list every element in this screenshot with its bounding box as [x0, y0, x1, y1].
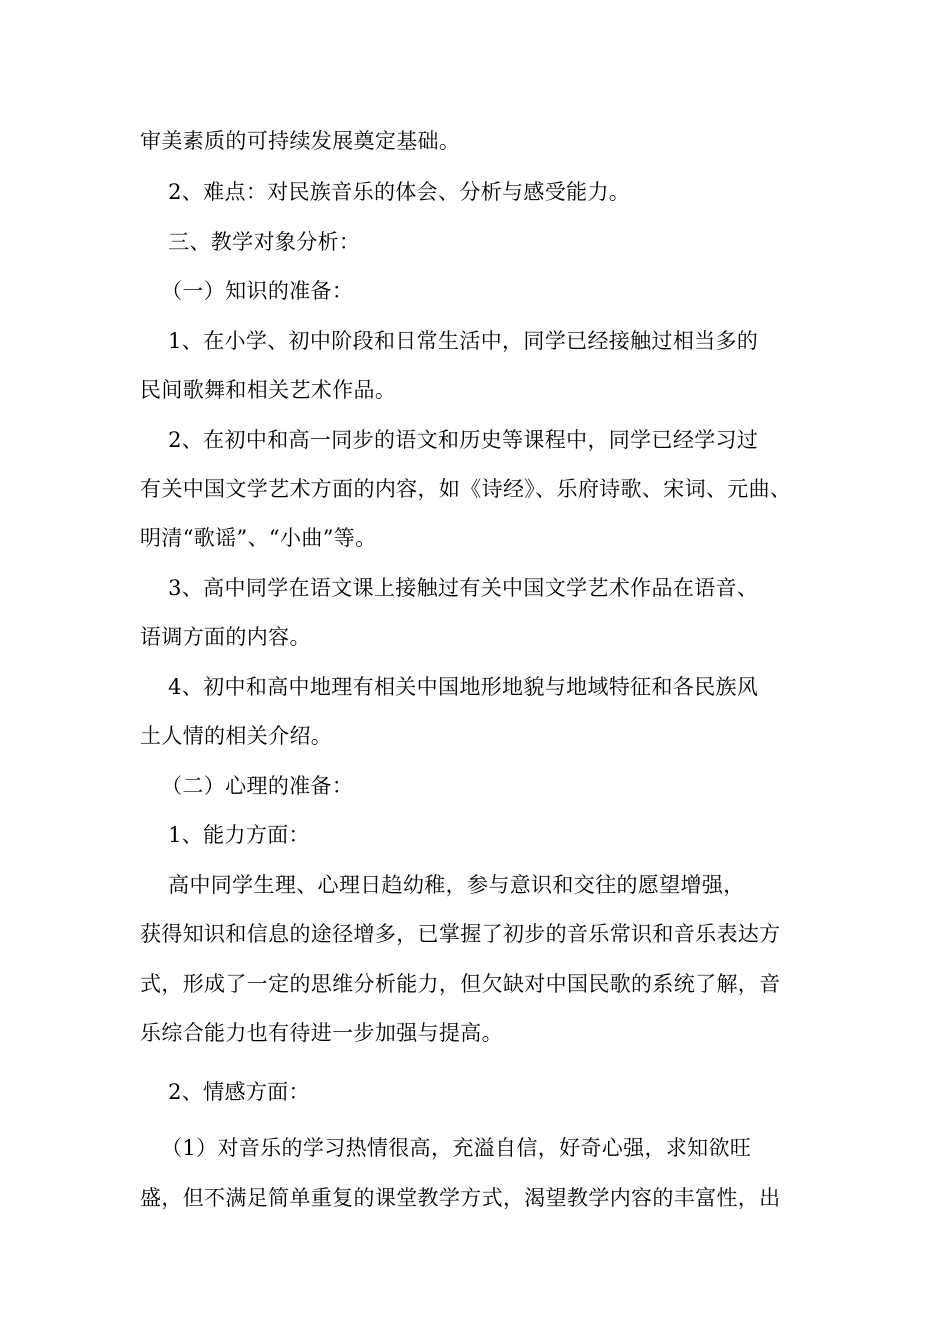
text-line: 2、情感方面：: [140, 1080, 310, 1104]
text-line: 获得知识和信息的途径增多，已掌握了初步的音乐常识和音乐表达方: [140, 922, 781, 946]
text-line: 1、能力方面：: [140, 823, 310, 847]
text-line: 式，形成了一定的思维分析能力，但欠缺对中国民歌的系统了解，音: [140, 972, 781, 996]
text-line: 4、初中和高中地理有相关中国地形地貌与地域特征和各民族风: [140, 675, 759, 699]
text-line: （二）心理的准备：: [140, 774, 354, 798]
text-line: 高中同学生理、心理日趋幼稚，参与意识和交往的愿望增强，: [140, 873, 745, 897]
text-line: 三、教学对象分析：: [140, 230, 361, 254]
text-line: （一）知识的准备：: [140, 279, 354, 303]
text-line: 2、在初中和高一同步的语文和历史等课程中，同学已经学习过: [140, 428, 759, 452]
text-line: 盛，但不满足简单重复的课堂教学方式，渴望教学内容的丰富性，出: [140, 1186, 781, 1210]
text-line: 2、难点：对民族音乐的体会、分析与感受能力。: [140, 180, 631, 204]
text-line: （1）对音乐的学习热情很高，充溢自信，好奇心强，求知欲旺: [140, 1136, 752, 1160]
text-line: 明清“歌谣”、“小曲”等。: [140, 526, 377, 550]
text-line: 3、高中同学在语文课上接触过有关中国文学艺术作品在语音、: [140, 576, 759, 600]
text-line: 乐综合能力也有待进一步加强与提高。: [140, 1021, 503, 1045]
text-line: 语调方面的内容。: [140, 625, 311, 649]
text-line: 审美素质的可持续发展奠定基础。: [140, 129, 461, 153]
text-line: 民间歌舞和相关艺术作品。: [140, 378, 397, 402]
text-line: 土人情的相关介绍。: [140, 724, 333, 748]
text-line: 1、在小学、初中阶段和日常生活中，同学已经接触过相当多的: [140, 329, 759, 353]
text-line: 有关中国文学艺术方面的内容，如《诗经》、乐府诗歌、宋词、元曲、: [140, 477, 792, 501]
